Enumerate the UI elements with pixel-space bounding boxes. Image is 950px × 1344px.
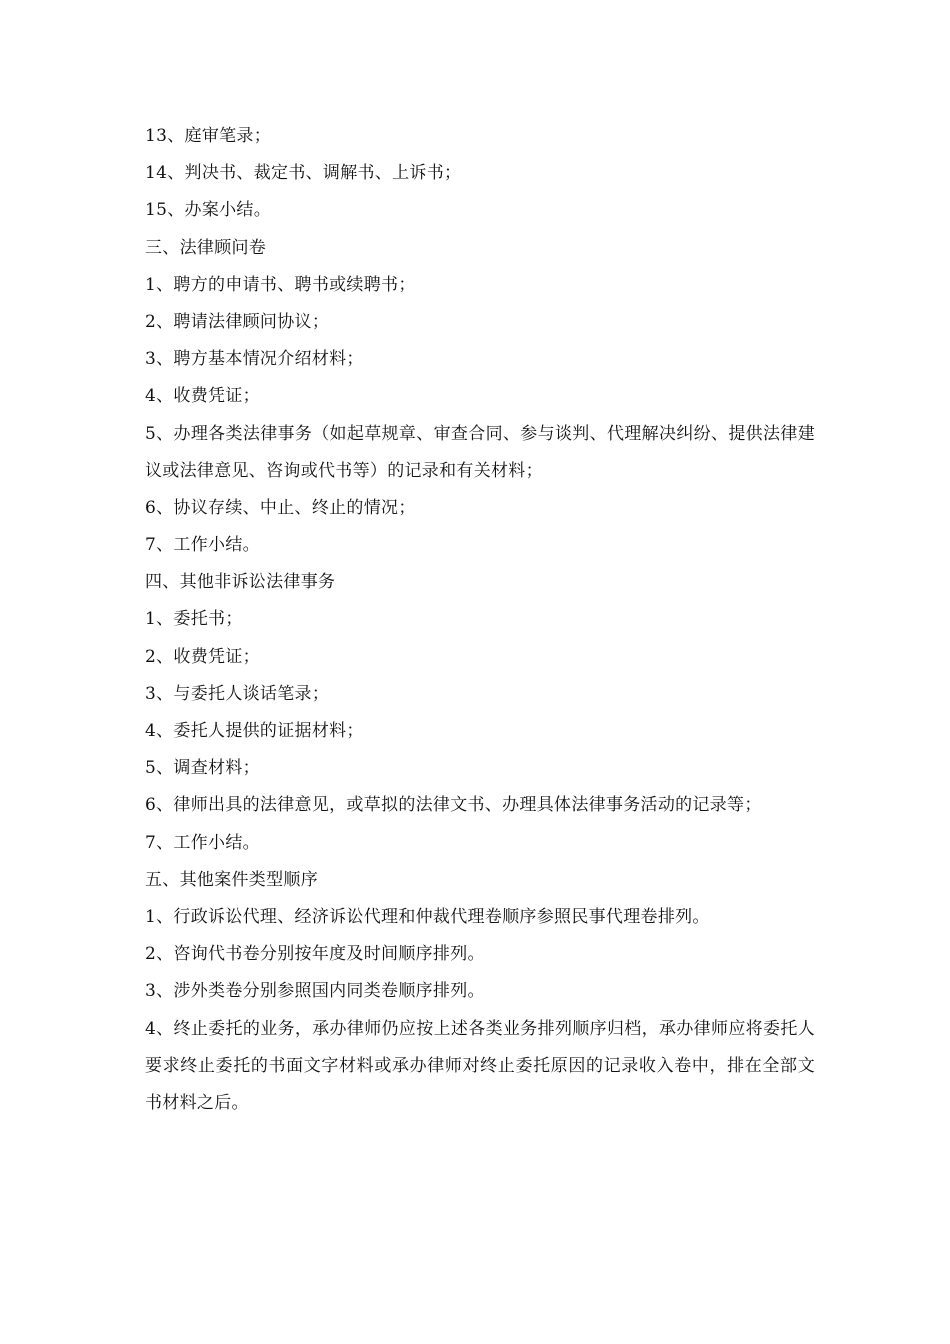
document-body <box>145 118 815 1122</box>
list-item: 3、聘方基本情况介绍材料； <box>145 349 364 370</box>
list-item: 13、庭审笔录； <box>145 126 272 146</box>
list-item: 5、调查材料； <box>145 758 260 779</box>
section-heading: 三、法律顾问卷 <box>145 237 267 258</box>
list-item: 3、涉外类卷分别参照国内同类卷顺序排列。 <box>145 981 485 1002</box>
list-item: 7、工作小结。 <box>145 535 260 556</box>
list-item: 7、工作小结。 <box>145 832 260 853</box>
list-item: 14、判决书、裁定书、调解书、上诉书； <box>145 163 462 184</box>
section-heading: 四、其他非诉讼法律事务 <box>145 572 336 593</box>
list-item: 15、办案小结。 <box>145 200 272 221</box>
list-item: 2、咨询代书卷分别按年度及时间顺序排列。 <box>145 944 485 965</box>
list-item: 1、聘方的申请书、聘书或续聘书； <box>145 274 416 295</box>
list-item: 3、与委托人谈话笔录； <box>145 683 330 704</box>
list-item: 6、协议存续、中止、终止的情况； <box>145 497 416 518</box>
section-heading: 五、其他案件类型顺序 <box>145 869 318 890</box>
list-item: 1、委托书； <box>145 609 243 630</box>
list-item: 4、收费凭证； <box>145 386 260 407</box>
list-item: 5、办理各类法律事务（如起草规章、审查合同、参与谈判、代理解决纠纷、提供法律建议或法律意见、咨询或代书等）的记录和有关材料； <box>145 423 815 481</box>
list-item: 4、终止委托的业务，承办律师仍应按上述各类业务排列顺序归档，承办律师应将委托人要求终止委托的书面文字材料或承办律师对终止委托原因的记录收入卷中，排在全部文书材料之后。 <box>145 1018 815 1113</box>
list-item: 2、收费凭证； <box>145 646 260 667</box>
list-item: 1、行政诉讼代理、经济诉讼代理和仲裁代理卷顺序参照民事代理卷排列。 <box>145 906 710 927</box>
list-item: 4、委托人提供的证据材料； <box>145 721 364 742</box>
list-item: 2、聘请法律顾问协议； <box>145 311 330 332</box>
list-item: 6、律师出具的法律意见，或草拟的法律文书、办理具体法律事务活动的记录等； <box>145 795 762 816</box>
